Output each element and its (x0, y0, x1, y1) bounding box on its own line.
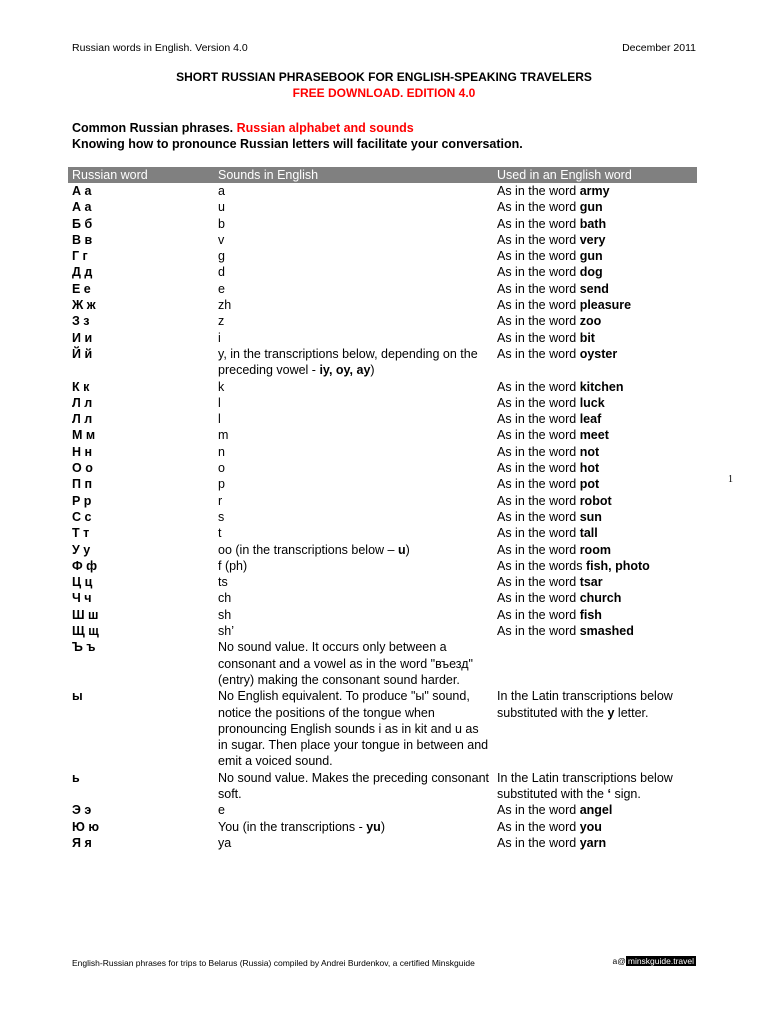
table-row (68, 607, 697, 623)
example-word: ‘ (607, 786, 611, 801)
example-prefix: In the Latin transcriptions below substituted with the (497, 689, 673, 720)
table-row (68, 558, 697, 574)
example-word: church (579, 591, 622, 606)
footer-credit: English-Russian phrases for trips to Belarus (Russia) compiled by Andrei Burdenkov, a certified Minskguide (72, 958, 475, 968)
english-sound (214, 281, 493, 297)
example-word: yarn (579, 835, 607, 850)
document-title: SHORT RUSSIAN PHRASEBOOK FOR ENGLISH-SPEAKING TRAVELERS (176, 70, 592, 84)
russian-letter: Л л (72, 412, 93, 427)
russian-letter: И и (72, 330, 93, 345)
sound-transcription: iy, oy, ay (319, 363, 371, 378)
russian-letter: Л л (72, 395, 93, 410)
example-prefix: As in the word (497, 493, 580, 508)
example-word: fish (579, 607, 602, 622)
table-row (68, 379, 697, 395)
russian-letter: Щ щ (72, 624, 99, 639)
russian-letter: З з (72, 314, 90, 329)
sound-text: p (218, 477, 225, 492)
russian-letter: ь (72, 770, 80, 785)
page-marker: 1 (728, 474, 733, 485)
example-usage (493, 297, 697, 313)
table-row (68, 542, 697, 558)
example-usage (493, 183, 697, 199)
example-usage (493, 395, 697, 411)
example-prefix: As in the word (497, 835, 580, 850)
sound-text: You (in the transcriptions - (218, 819, 367, 834)
example-usage (493, 802, 697, 818)
example-word: meet (579, 428, 609, 443)
english-sound (214, 574, 493, 590)
example-usage (493, 770, 697, 803)
table-row (68, 216, 697, 232)
sound-text: e (218, 281, 225, 296)
table-row (68, 688, 697, 769)
example-usage (493, 819, 697, 835)
example-word: army (579, 184, 610, 198)
russian-letter: Ж ж (72, 298, 96, 313)
sound-text: s (218, 509, 225, 524)
table-row (68, 525, 697, 541)
example-word: tsar (579, 575, 603, 590)
table-row (68, 232, 697, 248)
english-sound (214, 297, 493, 313)
example-prefix: As in the word (497, 281, 580, 296)
table-row (68, 297, 697, 313)
russian-letter: Я я (72, 835, 92, 850)
table-row (68, 444, 697, 460)
sound-text: No sound value. Makes the preceding consonant soft. (218, 770, 490, 801)
english-sound (214, 623, 493, 639)
sound-text: l (218, 395, 221, 410)
sound-text: o (218, 461, 225, 476)
english-sound (214, 264, 493, 280)
example-word: bath (579, 216, 607, 231)
sound-text: v (218, 232, 225, 247)
english-sound (214, 590, 493, 606)
example-word: not (579, 444, 600, 459)
example-usage (493, 493, 697, 509)
russian-letter: У у (72, 542, 91, 557)
sound-text: y, in the transcriptions below, depending on the preceding vowel - (218, 346, 478, 378)
english-sound (214, 232, 493, 248)
english-sound (214, 607, 493, 623)
sound-text: i (218, 330, 221, 345)
column-header-sounds: Sounds in English (214, 167, 493, 183)
english-sound (214, 639, 493, 688)
english-sound (214, 460, 493, 476)
example-prefix: As in the word (497, 265, 580, 280)
example-suffix: letter. (614, 705, 649, 720)
sound-text: n (218, 444, 225, 459)
example-prefix: As in the word (497, 249, 580, 264)
table-row (68, 476, 697, 492)
example-word: sun (579, 509, 602, 524)
table-row (68, 411, 697, 427)
example-usage (493, 476, 697, 492)
table-row (68, 639, 697, 688)
example-usage (493, 590, 697, 606)
example-prefix: As in the word (497, 624, 580, 639)
russian-letter: М м (72, 428, 96, 443)
english-sound (214, 835, 493, 851)
russian-letter: ы (72, 689, 83, 704)
example-usage (493, 509, 697, 525)
russian-letter: В в (72, 232, 93, 247)
example-prefix: As in the word (497, 428, 580, 443)
example-prefix: As in the word (497, 184, 580, 198)
english-sound (214, 476, 493, 492)
russian-letter: Ц ц (72, 575, 93, 590)
example-usage (493, 264, 697, 280)
table-row (68, 199, 697, 215)
sound-text: k (218, 379, 225, 394)
english-sound (214, 199, 493, 215)
example-word: y (607, 705, 615, 720)
header-date: December 2011 (622, 42, 696, 54)
table-row (68, 623, 697, 639)
example-word: robot (579, 493, 612, 508)
example-prefix: As in the word (497, 591, 580, 606)
example-usage (493, 216, 697, 232)
example-word: smashed (579, 624, 634, 639)
sound-text: sh (218, 607, 232, 622)
example-word: room (579, 542, 611, 557)
example-word: fish, photo (585, 558, 650, 573)
sound-text: m (218, 428, 229, 443)
example-prefix: As in the word (497, 542, 580, 557)
sound-transcription: u (397, 542, 406, 557)
english-sound (214, 183, 493, 199)
english-sound (214, 802, 493, 818)
footer-site-link[interactable]: minskguide.travel (627, 956, 694, 966)
russian-letter: Ф ф (72, 558, 98, 573)
example-usage (493, 346, 697, 379)
example-usage (493, 232, 697, 248)
english-sound (214, 770, 493, 803)
sound-text: a (218, 184, 225, 198)
example-word: hot (579, 461, 600, 476)
russian-letter: Н н (72, 444, 93, 459)
header-title: Russian words in English. Version 4.0 (72, 42, 248, 54)
example-usage (493, 623, 697, 639)
sound-text: oo (in the transcriptions below – (218, 542, 398, 557)
example-prefix: As in the word (497, 314, 580, 329)
table-row (68, 509, 697, 525)
sound-text: d (218, 265, 225, 280)
example-prefix: As in the word (497, 461, 580, 476)
intro-highlight: Russian alphabet and sounds (236, 121, 414, 135)
example-prefix: As in the word (497, 803, 580, 818)
example-word: leaf (579, 412, 602, 427)
sound-text-after: ) (405, 542, 410, 557)
english-sound (214, 819, 493, 835)
sound-text: b (218, 216, 225, 231)
document-subtitle: FREE DOWNLOAD. EDITION 4.0 (292, 86, 476, 100)
example-word: very (579, 232, 606, 247)
russian-letter: К к (72, 379, 90, 394)
table-header-row (68, 167, 697, 183)
english-sound (214, 395, 493, 411)
english-sound (214, 525, 493, 541)
example-prefix: As in the word (497, 607, 580, 622)
example-usage (493, 542, 697, 558)
english-sound (214, 688, 493, 769)
sound-text-after: ) (370, 363, 375, 378)
russian-letter: Ъ ъ (72, 640, 96, 655)
footer-email-prefix: a@ (612, 956, 626, 966)
english-sound (214, 248, 493, 264)
example-usage (493, 248, 697, 264)
sound-text: No English equivalent. To produce "ы" sound, notice the positions of the tongue when pronouncing English sounds i as in kit and u as in sugar. Then place your tongue in between and emit a voiced sound. (218, 689, 489, 769)
table-row (68, 346, 697, 379)
russian-letter: Г г (72, 249, 88, 264)
intro (72, 120, 523, 152)
example-prefix: As in the words (497, 558, 586, 573)
example-word: pot (579, 477, 600, 492)
example-word: zoo (579, 314, 602, 329)
example-prefix: As in the word (497, 575, 580, 590)
example-word: gun (579, 249, 603, 264)
example-usage (493, 525, 697, 541)
russian-letter: П п (72, 477, 93, 492)
intro-line-2: Knowing how to pronounce Russian letters will facilitate your conversation. (72, 137, 523, 151)
example-suffix: sign. (610, 786, 641, 801)
russian-letter: Е е (72, 281, 91, 296)
english-sound (214, 509, 493, 525)
sound-text: e (218, 803, 225, 818)
example-word: bit (579, 330, 595, 345)
sound-text: ts (218, 575, 228, 590)
sound-transcription: yu (366, 819, 381, 834)
title-block (0, 69, 768, 101)
english-sound (214, 346, 493, 379)
example-usage (493, 313, 697, 329)
russian-letter: Р р (72, 493, 92, 508)
intro-prefix: Common Russian phrases. (72, 121, 237, 135)
russian-letter: О о (72, 461, 93, 476)
example-word: gun (579, 200, 603, 215)
example-prefix: As in the word (497, 819, 580, 834)
english-sound (214, 558, 493, 574)
sound-text: ch (218, 591, 232, 606)
sound-text: t (218, 526, 222, 541)
english-sound (214, 379, 493, 395)
example-prefix: As in the word (497, 509, 580, 524)
example-usage (493, 558, 697, 574)
english-sound (214, 411, 493, 427)
russian-letter: Ч ч (72, 591, 92, 606)
example-usage (493, 411, 697, 427)
table-row (68, 313, 697, 329)
table-row (68, 574, 697, 590)
example-usage (493, 330, 697, 346)
alphabet-table (68, 167, 697, 851)
example-word: kitchen (579, 379, 624, 394)
sound-text: z (218, 314, 225, 329)
example-prefix: As in the word (497, 395, 580, 410)
english-sound (214, 216, 493, 232)
sound-text: g (218, 249, 225, 264)
example-word: oyster (579, 346, 618, 361)
intro-line-1 (72, 120, 523, 136)
russian-letter: Й й (72, 346, 93, 361)
sound-text: No sound value. It occurs only between a consonant and a vowel as in the word "въезд" (entry) making the consonant sound harder. (218, 640, 473, 687)
english-sound (214, 427, 493, 443)
table-body (68, 183, 697, 851)
column-header-russian-word: Russian word (68, 167, 214, 183)
russian-letter: Т т (72, 526, 90, 541)
english-sound (214, 493, 493, 509)
example-usage (493, 460, 697, 476)
russian-letter: Б б (72, 216, 93, 231)
table-row (68, 819, 697, 835)
example-prefix: As in the word (497, 444, 580, 459)
sound-text: l (218, 412, 221, 427)
example-word: angel (579, 803, 613, 818)
example-prefix: As in the word (497, 330, 580, 345)
example-prefix: In the Latin transcriptions below substituted with the (497, 770, 673, 801)
example-usage (493, 379, 697, 395)
example-usage (493, 835, 697, 851)
example-word: luck (579, 395, 605, 410)
table-row (68, 183, 697, 199)
example-usage (493, 199, 697, 215)
table-row (68, 427, 697, 443)
table-row (68, 330, 697, 346)
table-row (68, 248, 697, 264)
sound-text: f (ph) (218, 558, 248, 573)
sound-text: ya (218, 835, 232, 850)
english-sound (214, 444, 493, 460)
russian-letter: Э э (72, 803, 92, 818)
sound-text: zh (218, 298, 232, 313)
example-prefix: As in the word (497, 298, 580, 313)
column-header-english-word: Used in an English word (493, 167, 697, 183)
english-sound (214, 542, 493, 558)
russian-letter: А а (72, 200, 92, 215)
russian-letter: Ю ю (72, 819, 100, 834)
sound-text: r (218, 493, 223, 508)
russian-letter: Д д (72, 265, 93, 280)
example-usage (493, 688, 697, 769)
table-row (68, 460, 697, 476)
russian-letter: Ш ш (72, 607, 99, 622)
table-row (68, 590, 697, 606)
english-sound (214, 330, 493, 346)
russian-letter: А а (72, 184, 92, 198)
example-usage (493, 639, 697, 688)
russian-letter: С с (72, 509, 92, 524)
sound-text-after: ) (380, 819, 385, 834)
example-word: you (579, 819, 602, 834)
table-row (68, 395, 697, 411)
example-word: send (579, 281, 609, 296)
example-word: tall (579, 526, 598, 541)
example-usage (493, 607, 697, 623)
table-row (68, 493, 697, 509)
sound-text: sh’ (218, 624, 234, 639)
footer-contact (613, 956, 697, 966)
example-usage (493, 427, 697, 443)
example-prefix: As in the word (497, 526, 580, 541)
example-usage (493, 574, 697, 590)
english-sound (214, 313, 493, 329)
table-row (68, 281, 697, 297)
table-row (68, 770, 697, 803)
example-word: pleasure (579, 298, 632, 313)
example-prefix: As in the word (497, 232, 580, 247)
example-prefix: As in the word (497, 412, 580, 427)
table-row (68, 802, 697, 818)
table-row (68, 835, 697, 851)
example-word: dog (579, 265, 603, 280)
example-prefix: As in the word (497, 346, 580, 361)
table-row (68, 264, 697, 280)
example-prefix: As in the word (497, 379, 580, 394)
example-usage (493, 281, 697, 297)
example-prefix: As in the word (497, 216, 580, 231)
example-prefix: As in the word (497, 477, 580, 492)
sound-text: u (218, 200, 225, 215)
example-usage (493, 444, 697, 460)
example-prefix: As in the word (497, 200, 580, 215)
